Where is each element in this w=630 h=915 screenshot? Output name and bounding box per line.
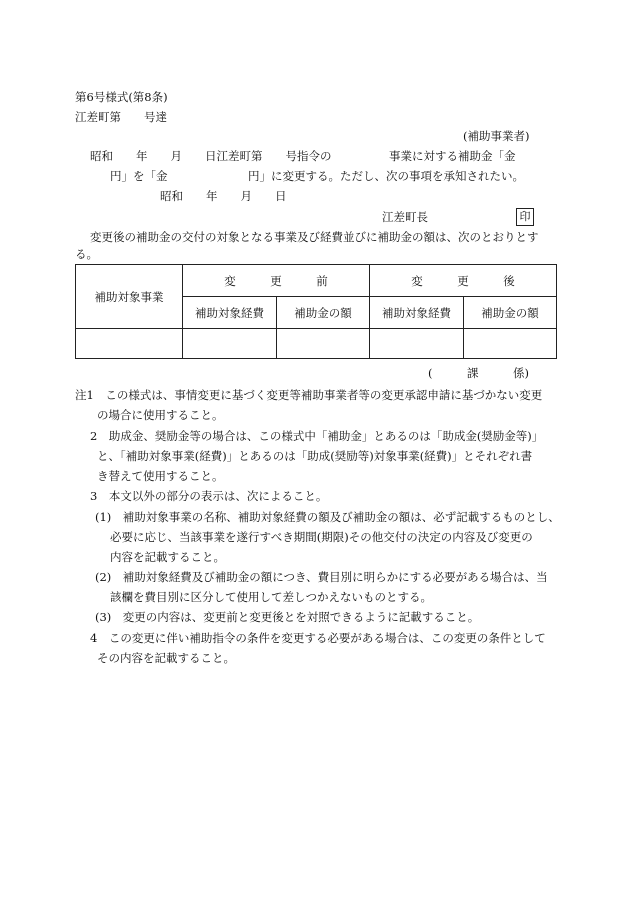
note-4a: 4 この変更に伴い補助指令の条件を変更する必要がある場合は、この変更の条件として	[90, 631, 546, 645]
addressee: (補助事業者)	[463, 129, 530, 143]
cell-before-amount	[277, 329, 370, 359]
note-3-1a: (1) 補助対象事業の名称、補助対象経費の額及び補助金の額は、必ず記載するものとし、	[95, 510, 560, 524]
note-3-3: (3) 変更の内容は、変更前と変更後とを対照できるように記載すること。	[95, 610, 480, 624]
note-4b: その内容を記載すること。	[97, 651, 235, 665]
header-before-amount: 補助金の額	[277, 297, 370, 329]
seal-mark: 印	[516, 208, 534, 226]
note-1b: の場合に使用すること。	[97, 408, 224, 422]
intro-line-1: 変更後の補助金の交付の対象となる事業及び経費並びに補助金の額は、次のとおりとす	[90, 230, 539, 244]
note-2c: き替えて使用すること。	[97, 469, 224, 483]
issue-date: 昭和 年 月 日	[160, 189, 287, 203]
note-3: 3 本文以外の部分の表示は、次によること。	[90, 489, 328, 503]
header-before: 変 更 前	[183, 265, 370, 297]
header-before-cost: 補助対象経費	[183, 297, 277, 329]
body-line-1: 昭和 年 月 日江差町第 号指令の 事業に対する補助金「金	[90, 149, 516, 163]
body-line-2: 円」を「金 円」に変更する。ただし、次の事項を承知されたい。	[110, 169, 524, 183]
department: ( 課 係)	[428, 366, 529, 380]
notice-number: 江差町第 号達	[75, 110, 167, 124]
header-after-cost: 補助対象経費	[370, 297, 464, 329]
note-2a: 2 助成金、奨励金等の場合は、この様式中「補助金」とあるのは「助成金(奨励金等)」	[90, 429, 544, 443]
header-project: 補助対象事業	[76, 265, 183, 329]
form-number: 第6号様式(第8条)	[75, 90, 168, 104]
header-after: 変 更 後	[370, 265, 557, 297]
issuer: 江差町長	[382, 210, 428, 224]
cell-project	[76, 329, 183, 359]
change-table	[75, 264, 557, 359]
header-after-amount: 補助金の額	[464, 297, 557, 329]
cell-before-cost	[183, 329, 277, 359]
note-2b: と、「補助対象事業(経費)」とあるのは「助成(奨励等)対象事業(経費)」とそれぞれ書	[97, 449, 533, 463]
note-3-2b: 該欄を費目別に区分して使用して差しつかえないものとする。	[110, 590, 432, 604]
note-3-1b: 必要に応じ、当該事業を遂行すべき期間(期限)その他交付の決定の内容及び変更の	[110, 530, 533, 544]
intro-line-2: る。	[75, 247, 98, 261]
note-1a: 注1 この様式は、事情変更に基づく変更等補助事業者等の変更承認申請に基づかない変更	[75, 388, 543, 402]
note-3-2a: (2) 補助対象経費及び補助金の額につき、費目別に明らかにする必要がある場合は、当	[95, 570, 548, 584]
cell-after-amount	[464, 329, 557, 359]
cell-after-cost	[370, 329, 464, 359]
note-3-1c: 内容を記載すること。	[110, 550, 225, 564]
